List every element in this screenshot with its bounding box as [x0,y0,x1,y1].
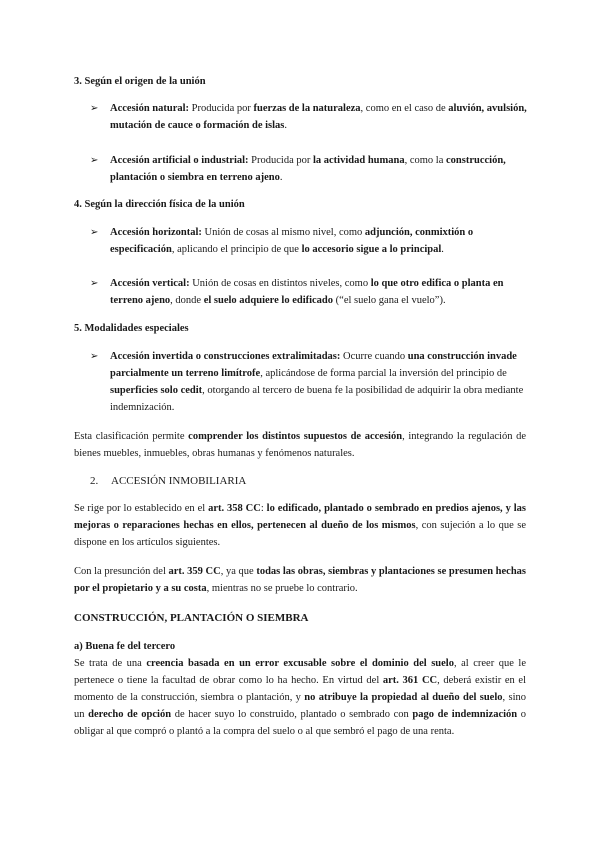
paragraph-art-359: Con la presunción del art. 359 CC, ya que todas las obras, siembras y plantaciones se presumen hechas por el propietario y a su costa, mientras no se pruebe lo contrario. [74,566,526,594]
bullet-accesion-artificial [90,152,530,186]
bullet-text: Accesión artificial o industrial: Producida por la actividad humana, como la construcción, plantación o siembra en terreno ajeno. [110,155,506,183]
bullet-accesion-invertida [90,348,530,416]
arrow-bullet-icon: ➢ [90,103,99,114]
heading-section-4: 4. Según la dirección física de la unión [74,199,245,210]
bullet-text: Accesión invertida o construcciones extralimitadas: Ocurre cuando una construcción invade parcialmente un terreno limítrofe, aplicándose de forma parcial la inversión del principio de superficies solo cedit, otorgando al tercero de buena fe la posibilidad de adquirir la obra mediante indemnización. [110,351,524,413]
bullet-text: Accesión natural: Producida por fuerzas de la naturaleza, como en el caso de aluvión, avulsión, mutación de cauce o formación de islas. [110,103,527,131]
paragraph-art-358: Se rige por lo establecido en el art. 358 CC: lo edificado, plantado o sembrado en predios ajenos, y las mejoras o reparaciones hechas en ellos, pertenecen al dueño de los mismos, con sujeción a lo que se dispone en los artículos siguientes. [74,503,526,548]
arrow-bullet-icon: ➢ [90,278,99,289]
bullet-text: Accesión vertical: Unión de cosas en distintos niveles, como lo que otro edifica o planta en terreno ajeno, donde el suelo adquiere lo edificado (“el suelo gana el vuelo”). [110,278,504,306]
bullet-text: Accesión horizontal: Unión de cosas al mismo nivel, como adjunción, conmixtión o especificación, aplicando el principio de que lo accesorio sigue a lo principal. [110,227,474,255]
arrow-bullet-icon: ➢ [90,351,99,362]
arrow-bullet-icon: ➢ [90,155,99,166]
heading-section-3: 3. Según el origen de la unión [74,76,206,87]
bullet-accesion-vertical [90,275,530,309]
section-heading-accesion-inmobiliaria: 2. ACCESIÓN INMOBILIARIA [90,475,247,487]
subheading-buena-fe: a) Buena fe del tercero [74,641,176,652]
heading-construccion-plantacion-siembra: CONSTRUCCIÓN, PLANTACIÓN O SIEMBRA [74,612,309,624]
summary-paragraph: Esta clasificación permite comprender los distintos supuestos de accesión, integrando la regulación de bienes muebles, inmuebles, obras humanas y fenómenos naturales. [74,431,527,459]
bullet-accesion-horizontal [90,224,530,258]
heading-section-5: 5. Modalidades especiales [74,323,189,334]
arrow-bullet-icon: ➢ [90,227,99,238]
bullet-accesion-natural [90,100,530,134]
paragraph-buena-fe: Se trata de una creencia basada en un error excusable sobre el dominio del suelo, al creer que le pertenece o tiene la facultad de obrar como lo ha hecho. En virtud del art. 361 CC, deberá existir en el momento de la construcción, siembra o plantación, y no atribuye la propiedad al dueño del suelo, sino un derecho de opción de hacer suyo lo construido, plantado o sembrado con pago de indemnización o obligar al que compró o plantó a la compra del suelo o al que sembró el pago de una renta. [74,658,527,737]
